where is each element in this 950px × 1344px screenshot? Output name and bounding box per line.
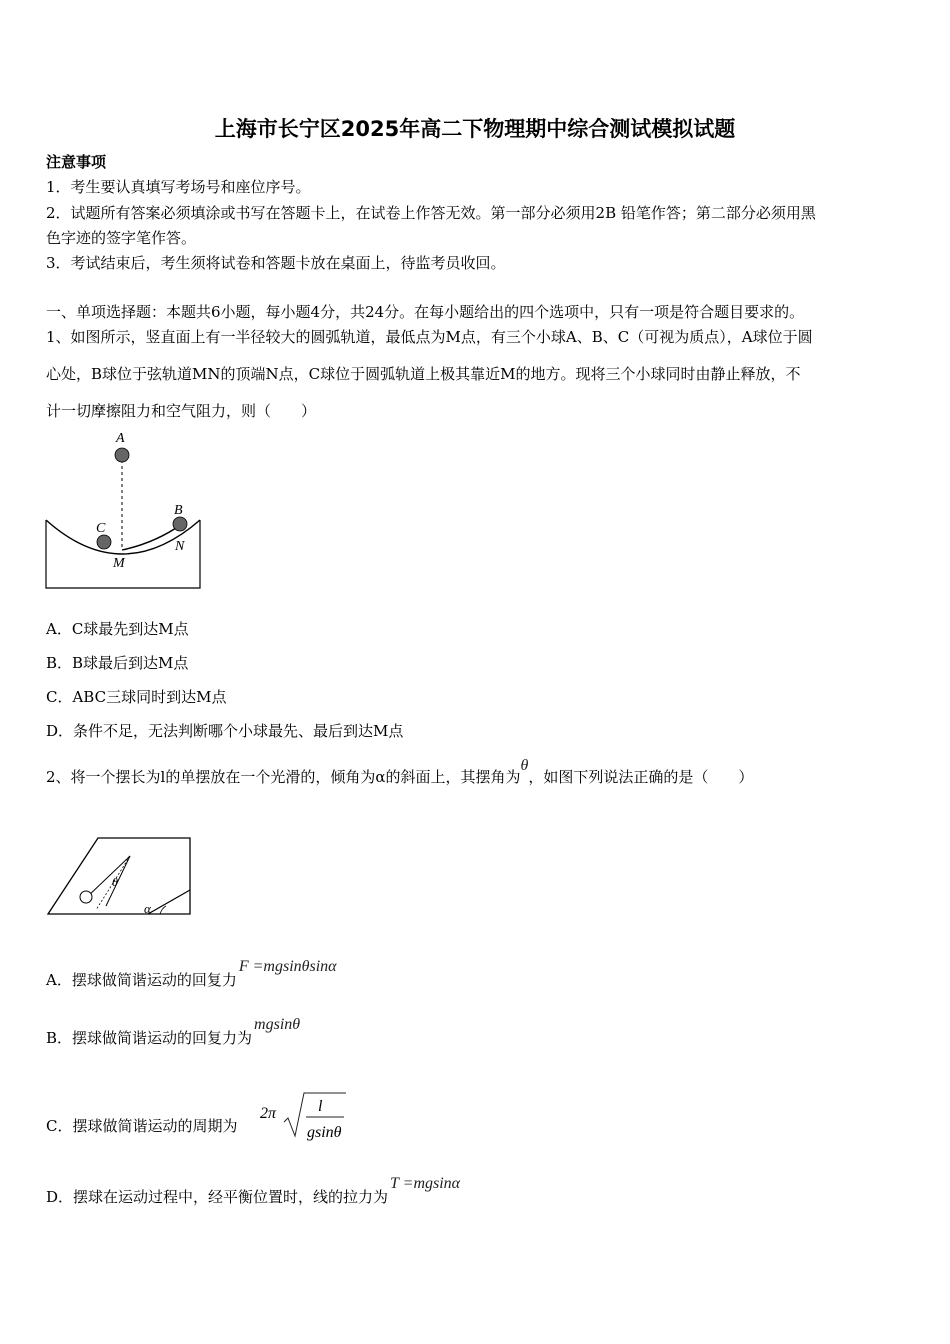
- label-m: M: [113, 556, 125, 571]
- q2-incline-figure: [40, 828, 200, 923]
- label-alpha: α: [144, 901, 151, 916]
- q1-track-figure: [40, 428, 210, 593]
- ball-a: [115, 448, 129, 462]
- q2-option-b-text: B．摆球做简谐运动的回复力为: [46, 1029, 253, 1047]
- q2-option-d-formula: T =mgsinα: [390, 1175, 461, 1192]
- q2-option-b: [46, 1016, 301, 1049]
- q2-option-d: [46, 1175, 461, 1208]
- notes-item-3: 3．考试结束后，考生须将试卷和答题卡放在桌面上，待监考员收回。: [46, 254, 506, 272]
- q1-stem-line-1: 1、如图所示，竖直面上有一半径较大的圆弧轨道，最低点为M点，有三个小球A、B、C（可视为质点），A球位于圆: [46, 328, 813, 346]
- q1-option-d: D．条件不足，无法判断哪个小球最先、最后到达M点: [46, 722, 404, 740]
- q2-stem: [46, 757, 754, 788]
- pendulum-string: [86, 856, 130, 898]
- q2-option-b-formula: mgsinθ: [254, 1016, 301, 1033]
- q2-stem-text: 2、将一个摆长为l的单摆放在一个光滑的，倾角为α的斜面上，其摆角为: [46, 768, 521, 786]
- formula-denominator: gsinθ: [307, 1124, 342, 1141]
- label-n: N: [175, 539, 185, 554]
- notes-item-2: 2．试题所有答案必须填涂或书写在答题卡上，在试卷上作答无效。第一部分必须用2B 铅笔作答；第二部分必须用黑: [46, 204, 816, 222]
- formula-numerator: l: [318, 1098, 323, 1115]
- ball-c: [97, 535, 111, 549]
- q2-option-d-text: D．摆球在运动过程中，经平衡位置时，线的拉力为: [46, 1188, 389, 1206]
- q1-option-a: A．C球最先到达M点: [46, 620, 189, 638]
- pendulum-bob: [80, 891, 92, 903]
- q2-stem-tail: ，如图下列说法正确的是（ ）: [528, 768, 754, 786]
- q2-stem-theta: θ: [520, 757, 529, 774]
- chord-track: [122, 524, 182, 550]
- incline-side-edge: [148, 890, 190, 914]
- q1-stem-line-3: 计一切摩擦阻力和空气阻力，则（ ）: [46, 402, 317, 420]
- label-a: A: [116, 431, 125, 446]
- page-title: 上海市长宁区2025年高二下物理期中综合测试模拟试题: [214, 117, 736, 141]
- label-b: B: [174, 503, 183, 518]
- label-c: C: [96, 521, 106, 536]
- notes-item-1: 1．考生要认真填写考场号和座位序号。: [46, 178, 311, 196]
- q1-option-b: B．B球最后到达M点: [46, 654, 189, 672]
- pendulum-string-extreme: [106, 856, 130, 906]
- ball-b: [173, 517, 187, 531]
- q2-option-c-formula: [258, 1086, 354, 1146]
- q2-option-a: [46, 958, 337, 991]
- q1-stem-line-2: 心处，B球位于弦轨道MN的顶端N点，C球位于圆弧轨道上极其靠近M的地方。现将三个小球同时由静止释放，不: [46, 365, 801, 383]
- label-theta: θ: [112, 875, 118, 889]
- formula-coefficient: 2π: [260, 1105, 277, 1122]
- notes-item-2-cont: 色字迹的签字笔作答。: [46, 229, 197, 247]
- q1-option-c: C．ABC三球同时到达M点: [46, 688, 227, 706]
- section-heading: 一、单项选择题：本题共6小题，每小题4分，共24分。在每小题给出的四个选项中，只有一项是符合题目要求的。: [46, 303, 805, 321]
- q2-option-a-formula: F =mgsinθsinα: [238, 958, 337, 975]
- notes-heading: 注意事项: [46, 153, 107, 171]
- q2-option-a-text: A．摆球做简谐运动的回复力: [46, 971, 237, 989]
- q2-option-c: C．摆球做简谐运动的周期为: [46, 1117, 238, 1135]
